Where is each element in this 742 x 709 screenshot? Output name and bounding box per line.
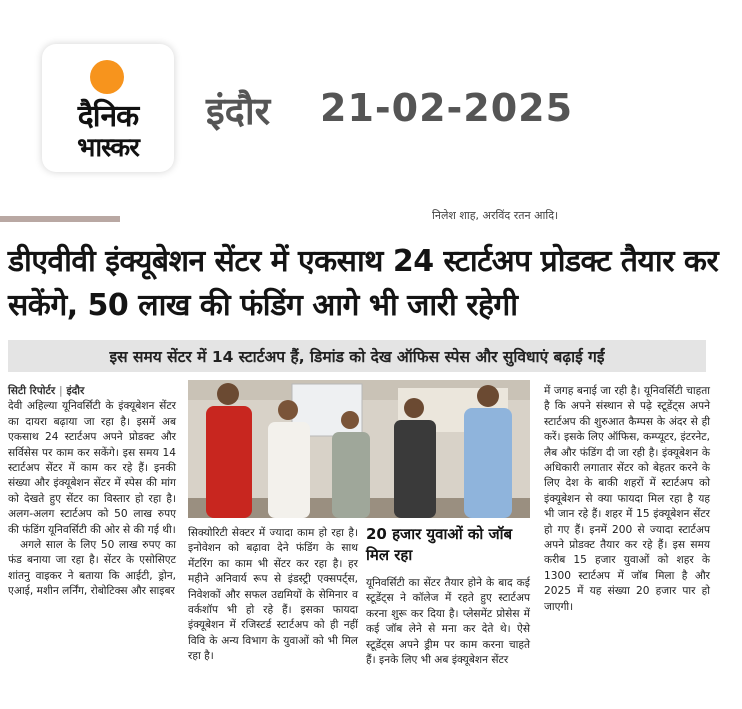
article-headline: डीएवीवी इंक्यूबेशन सेंटर में एकसाथ 24 स्टार्टअप प्रोडक्ट तैयार कर सकेंगे, 50 लाख की फंडिंग आगे भी जारी रहेगी bbox=[8, 244, 719, 323]
subheadline-band bbox=[8, 340, 706, 372]
strip-text: निलेश शाह, अरविंद रतन आदि। bbox=[432, 209, 559, 222]
article-column-2: सिक्योरिटी सेक्टर में ज्यादा काम हो रहा है। इनोवेशन को बढ़ावा देने फंडिंग के साथ मेंटरिंग का काम भी सेंटर कर रहा है। हर महीने अनिवार्य रूप से इंडस्ट्री एक्सपर्ट्स, निवेशकों और सफल उद्यमियों के सेमिनार व वर्कशॉप भी हो रहे हैं। इसका फायदा इंक्यूबेशन में रजिस्टर्ड स्टार्टअप को ही नहीं विवि के अन्य विभाग के युवाओं को भी मिल रहा है। bbox=[188, 527, 358, 663]
app-header bbox=[0, 0, 742, 212]
paragraph: देवी अहिल्या यूनिवर्सिटी के इंक्यूबेशन सेंटर का दायरा बढ़ाया जा रहा है। इसमें अब एकसाथ 24 स्टार्टअप अपने प्रोडक्ट और सर्विसेस पर काम कर सकेंगे। इस समय 14 स्टार्टअप सेंटर में काम कर रहे हैं। इनकी संख्या और इंक्यूबेशन सेंटर में स्पेस की मांग को देखते हुए सेंटर का विस्तार हो रहा है। अलग-अलग स्टार्टअप को 50 लाख रुपए की फंडिंग यूनिवर्सिटी की ओर से की गई थी। bbox=[8, 400, 176, 536]
team-photo-illustration bbox=[188, 380, 530, 518]
dainik-bhaskar-logo[interactable] bbox=[42, 44, 174, 172]
edition-date: 21-02-2025 bbox=[320, 86, 574, 130]
strip-divider bbox=[0, 216, 120, 222]
article-subheadline: इस समय सेंटर में 14 स्टार्टअप हैं, डिमांड को देख ऑफिस स्पेस और सुविधाएं बढ़ाई गईं bbox=[109, 348, 605, 366]
byline bbox=[8, 384, 176, 399]
logo-text-dainik: दैनिक bbox=[77, 99, 139, 134]
paragraph: अगले साल के लिए 50 लाख रुपए का फंड बनाया जा रहा है। सेंटर के एसोसिएट शांतनु वाइकर ने बताया कि आईटी, ड्रोन, एआई, मशीन लर्निंग, रोबोटिक्स और साइबर bbox=[8, 539, 176, 598]
byline-reporter: सिटी रिपोर्टर bbox=[8, 385, 56, 397]
article-column-4: में जगह बनाई जा रही है। यूनिवर्सिटी चाहता है कि अपने संस्थान से पढ़े स्टूडेंट्स अपने स्टार्टअप की शुरुआत कैम्पस के अंदर से ही करें। इसके लिए ऑफिस, कम्प्यूटर, इंटरनेट, लैब और फंडिंग दी जा रही है। इंक्यूबेशन के अधिकारी लगातार सेंटर को बेहतर करने के लिए देश के बाकी शहरों में स्टार्टअप को इंक्यूबेशन से क्या फायदा मिल रहा है यह भी जान रहे हैं। शहर में 15 इंक्यूबेशन सेंटर हो गए हैं। इनमें 200 से ज्यादा स्टार्टअप अपने प्रोडक्ट तैयार कर रहे हैं। इस समय करीब 15 हजार युवाओं को शहर के 1300 स्टार्टअप में जॉब मिला है और 2025 में यह संख्या 20 हजार पार हो जाएगी। bbox=[544, 385, 710, 613]
article-subhead: 20 हजार युवाओं को जॉब मिल रहा bbox=[366, 525, 513, 564]
article-photo[interactable] bbox=[188, 380, 530, 518]
byline-city: इंदौर bbox=[66, 385, 85, 397]
article-column-3: यूनिवर्सिटी का सेंटर तैयार होने के बाद कई स्टूडेंट्स ने कॉलेज में रहते हुए स्टार्टअप करना शुरू कर दिया है। प्लेसमेंट प्रोसेस में कई जॉब लेने से मना कर देते थे। ऐसे स्टूडेंट्स अपने ड्रीम पर काम करना चाहते हैं। इनके लिए भी अब इंक्यूबेशन सेंटर bbox=[366, 577, 530, 667]
byline-separator: | bbox=[58, 385, 63, 397]
edition-city: इंदौर bbox=[206, 89, 271, 133]
sun-logo-icon bbox=[90, 60, 124, 94]
previous-article-strip bbox=[0, 206, 742, 222]
article-column-1 bbox=[8, 384, 176, 600]
logo-text-bhaskar: भास्कर bbox=[77, 133, 139, 163]
